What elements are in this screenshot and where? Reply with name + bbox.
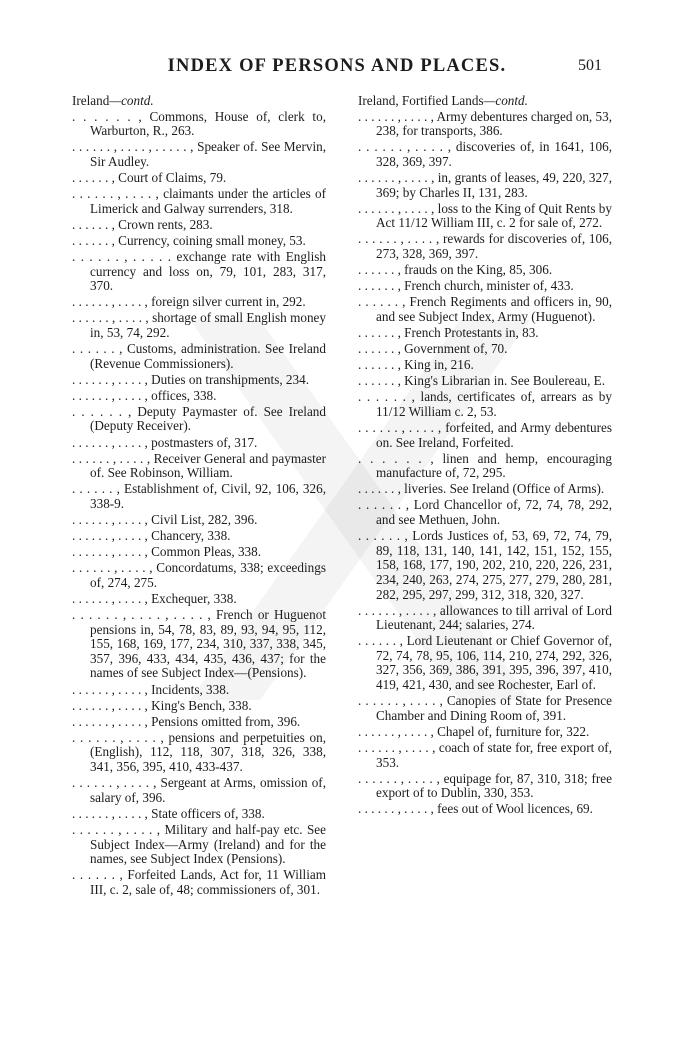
index-entry: . . . . . . , . . . . , loss to the King of Quit Rents by Act 11/12 William III, c. 2 for sale of, 272. xyxy=(358,200,612,231)
right-index-column xyxy=(358,94,612,818)
index-entry: . . . . . . , . . . . , Military and half-pay etc. See Subject Index—Army (Ireland) and for the names, see Subject Index (Pensions). xyxy=(72,821,326,867)
index-entry: . . . . . . , Deputy Paymaster of. See Ireland (Deputy Receiver). xyxy=(72,403,326,434)
index-entry: . . . . . . , . . . . , . . . . . , Speaker of. See Mervin, Sir Audley. xyxy=(72,139,326,169)
index-entry: . . . . . . , . . . . , pensions and perpetuities on, (English), 112, 118, 307, 318, 326, 338, 341, 356, 395, 410, 433-437. xyxy=(72,729,326,775)
index-entry: . . . . . . , . . . . , forfeited, and Army debentures on. See Ireland, Forfeited. xyxy=(358,419,612,450)
index-entry: . . . . . . , frauds on the King, 85, 306. xyxy=(358,262,553,278)
index-entry: . . . . . . , King's Librarian in. See Boulereau, E. xyxy=(358,373,606,389)
index-entry: . . . . . . , . . . . , Sergeant at Arms, omission of, salary of, 396. xyxy=(72,775,326,805)
right-column-heading xyxy=(358,94,612,109)
index-entry: . . . . . . , . . . . , King's Bench, 338. xyxy=(72,697,252,713)
index-entry: . . . . . . , . . . . , coach of state for, free export of, 353. xyxy=(358,739,612,770)
index-entry: . . . . . . , . . . . , Canopies of State for Presence Chamber and Dining Room of, 391. xyxy=(358,693,612,723)
index-entry: . . . . . . , Government of, 70. xyxy=(358,341,508,356)
right-heading-contd: —contd. xyxy=(483,93,528,108)
index-entry: . . . . . . , Commons, House of, clerk to, Warburton, R., 263. xyxy=(72,108,326,139)
index-entry: . . . . . . , . . . . , Receiver General and paymaster of. See Robinson, William. xyxy=(72,450,326,481)
index-entry: . . . . . . , . . . . , Incidents, 338. xyxy=(72,681,230,697)
left-heading-name: Ireland xyxy=(72,93,110,108)
index-entry: . . . . . . , . . . . , foreign silver current in, 292. xyxy=(72,294,306,310)
index-entry: . . . . . . , Lord Lieutenant or Chief Governor of, 72, 74, 78, 95, 106, 114, 210, 274, 292, 326, 327, 356, 369, 386, 391, 395, 396, 397, 410, 419, 421, 430, and see Rochester, Earl of. xyxy=(358,633,612,693)
page-number: 501 xyxy=(578,57,602,74)
index-entry: . . . . . . , . . . . , Army debentures charged on, 53, 238, for transports, 386. xyxy=(358,108,612,139)
index-entry: . . . . . . , . . . . , Common Pleas, 338. xyxy=(72,544,262,560)
page-header xyxy=(72,56,602,82)
index-entry: . . . . . . , . . . . , fees out of Wool licences, 69. xyxy=(358,801,593,817)
index-entry: . . . . . . , . . . . , rewards for discoveries of, 106, 273, 328, 369, 397. xyxy=(358,231,612,261)
index-entry: . . . . . . , . . . . , Chancery, 338. xyxy=(72,528,231,544)
right-heading-name: Ireland, Fortified Lands xyxy=(358,93,484,108)
index-entry: . . . . . . , French Protestants in, 83. xyxy=(358,324,539,340)
index-entry: . . . . . . , lands, certificates of, arrears as by 11/12 William c. 2, 53. xyxy=(358,389,612,419)
index-entry: . . . . . . , . . . . , in, grants of leases, 49, 220, 327, 369; by Charles II, 131, 283. xyxy=(358,169,612,200)
index-entry: . . . . . . , Customs, administration. See Ireland (Revenue Commissioners). xyxy=(72,341,326,371)
index-entry: . . . . . . , Establishment of, Civil, 92, 106, 326, 338-9. xyxy=(72,481,326,511)
index-entry: . . . . . . , . . . . , shortage of small English money in, 53, 74, 292. xyxy=(72,310,326,340)
index-entry: . . . . . . , . . . . , Pensions omitted from, 396. xyxy=(72,713,301,729)
index-entry: . . . . . . , Lord Chancellor of, 72, 74, 78, 292, and see Methuen, John. xyxy=(358,497,612,528)
index-entry: . . . . . . , linen and hemp, encouraging manufacture of, 72, 295. xyxy=(358,450,612,481)
index-entry: . . . . . . , . . . . , Duties on transhipments, 234. xyxy=(72,371,309,387)
index-entry: . . . . . . , . . . . , Concordatums, 338; exceedings of, 274, 275. xyxy=(72,560,326,590)
index-entry: . . . . . . , . . . . , allowances to till arrival of Lord Lieutenant, 244; salaries, 274. xyxy=(358,602,612,633)
index-entry: . . . . . . , . . . . , offices, 338. xyxy=(72,387,217,403)
index-entry: . . . . . . , . . . . , discoveries of, in 1641, 106, 328, 369, 397. xyxy=(358,139,612,169)
index-entry: . . . . . . , . . . . , State officers of, 338. xyxy=(72,805,265,821)
index-entry: . . . . . . , Lords Justices of, 53, 69, 72, 74, 79, 89, 118, 131, 140, 141, 142, 151, 152, 155, 158, 168, 177, 190, 202, 210, 220, 226, 231, 234, 240, 263, 274, 275, 277, 279, 280, 281, 282, 295, 297, 299, 312, 318, 320, 327. xyxy=(358,528,612,602)
page-title: INDEX OF PERSONS AND PLACES. xyxy=(167,56,507,76)
index-entry: . . . . . . , . . . . . exchange rate with English currency and loss on, 79, 101, 283, 317, 370. xyxy=(72,248,326,294)
index-entry: . . . . . . , Currency, coining small money, 53. xyxy=(72,232,306,248)
index-entry: . . . . . . , . . . . , claimants under the articles of Limerick and Galway surrenders, 318. xyxy=(72,186,326,216)
left-column-heading xyxy=(72,94,326,109)
index-entry: . . . . . . , French Regiments and officers in, 90, and see Subject Index, Army (Huguenot). xyxy=(358,294,612,324)
left-index-column xyxy=(72,94,326,899)
index-entry: . . . . . . , Court of Claims, 79. xyxy=(72,169,227,185)
index-entry: . . . . . . , liveries. See Ireland (Office of Arms). xyxy=(358,481,605,497)
index-entry: . . . . . . , . . . . , . . . . , French or Huguenot pensions in, 54, 78, 83, 89, 93, 94, 95, 112, 155, 168, 169, 177, 234, 310, 337, 338, 345, 357, 396, 433, 434, 435, 436, 437; for the names of see Subject Index—(Pensions). xyxy=(72,607,326,681)
index-entry: . . . . . . , . . . . , postmasters of, 317. xyxy=(72,434,258,450)
left-heading-contd: —contd. xyxy=(109,93,154,108)
index-entry: . . . . . . , French church, minister of, 433. xyxy=(358,278,574,294)
index-entry: . . . . . . , King in, 216. xyxy=(358,357,474,373)
index-entry: . . . . . . , . . . . , Civil List, 282, 396. xyxy=(72,512,258,528)
index-entry: . . . . . . , Forfeited Lands, Act for, 11 William III, c. 2, sale of, 48; commissioners of, 301. xyxy=(72,867,326,897)
index-entry: . . . . . . , Crown rents, 283. xyxy=(72,216,213,232)
index-entry: . . . . . . , . . . . , Chapel of, furniture for, 322. xyxy=(358,723,590,739)
index-entry: . . . . . . , . . . . , equipage for, 87, 310, 318; free export of to Dublin, 330, 353. xyxy=(358,770,612,801)
index-entry: . . . . . . , . . . . , Exchequer, 338. xyxy=(72,591,237,606)
